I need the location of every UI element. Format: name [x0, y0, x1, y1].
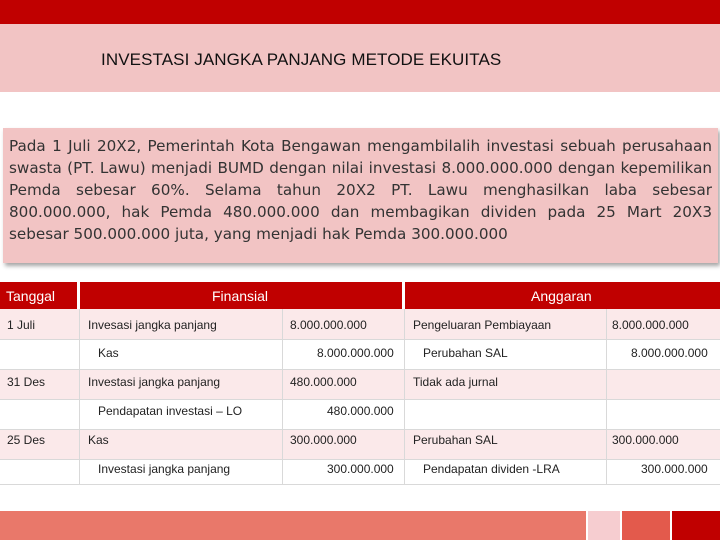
- decor-square: [622, 511, 670, 540]
- cell-fin-account: Investasi jangka panjang: [98, 462, 231, 476]
- slide-title: INVESTASI JANGKA PANJANG METODE EKUITAS: [101, 50, 502, 69]
- cell-fin-account: Investasi jangka panjang: [88, 375, 221, 389]
- header-anggaran: [405, 282, 720, 309]
- cell-date: 31 Des: [7, 375, 46, 389]
- cell-ang-credit: 300.000.000: [641, 462, 708, 476]
- col-divider: [282, 309, 283, 485]
- header-anggaran-label: Anggaran: [531, 288, 592, 304]
- cell-ang-debit: 8.000.000.000: [612, 318, 689, 332]
- cell-ang-account: Perubahan SAL: [423, 346, 508, 360]
- header-finansial-label: Finansial: [212, 288, 269, 304]
- cell-ang-account: Tidak ada jurnal: [413, 375, 498, 389]
- cell-fin-debit: 8.000.000.000: [290, 318, 367, 332]
- cell-fin-account: Invesasi jangka panjang: [88, 318, 217, 332]
- decor-square: [588, 511, 620, 540]
- header-tanggal-label: Tanggal: [6, 288, 56, 304]
- cell-fin-credit: 480.000.000: [327, 404, 394, 418]
- cell-fin-account: Kas: [98, 346, 119, 360]
- cell-date: 1 Juli: [7, 318, 36, 332]
- cell-fin-account: Pendapatan investasi – LO: [98, 404, 243, 418]
- row-divider: [0, 339, 720, 340]
- cell-ang-account: Pengeluaran Pembiayaan: [413, 318, 552, 332]
- col-divider: [404, 309, 405, 485]
- top-accent-bar: [0, 0, 720, 24]
- row-divider: [0, 399, 720, 400]
- cell-ang-account: Pendapatan dividen -LRA: [423, 462, 560, 476]
- bottom-accent-bar: [0, 511, 586, 540]
- cell-fin-debit: 300.000.000: [290, 433, 357, 447]
- cell-date: 25 Des: [7, 433, 46, 447]
- header-finansial: [80, 282, 402, 309]
- col-divider: [79, 309, 80, 485]
- cell-fin-account: Kas: [88, 433, 109, 447]
- cell-fin-credit: 8.000.000.000: [317, 346, 394, 360]
- row-divider: [0, 369, 720, 370]
- cell-fin-credit: 300.000.000: [327, 462, 394, 476]
- decor-square: [672, 511, 720, 540]
- row-divider: [0, 459, 720, 460]
- cell-ang-account: Perubahan SAL: [413, 433, 498, 447]
- header-tanggal: [0, 282, 77, 309]
- row-divider: [0, 429, 720, 430]
- intro-box: [3, 128, 718, 263]
- row-divider: [0, 484, 720, 485]
- cell-ang-credit: 8.000.000.000: [631, 346, 708, 360]
- intro-text: Pada 1 Juli 20X2, Pemerintah Kota Bengawan mengambilalih investasi sebuah perusahaan swasta (PT. Lawu) menjadi BUMD dengan nilai investasi 8.000.000.000 dengan kepemilikan Pemda sebesar 60%. Selama tahun 20X2 PT. Lawu menghasilkan laba sebesar 800.000.000, hak Pemda 480.000.000 dan membagikan dividen pada 25 Mart 20X3 sebesar 500.000.000 juta, yang menjadi hak Pemda 300.000.000: [9, 137, 712, 243]
- cell-ang-debit: 300.000.000: [612, 433, 679, 447]
- cell-fin-debit: 480.000.000: [290, 375, 357, 389]
- col-divider: [606, 309, 607, 485]
- title-band: [0, 24, 720, 92]
- journal-table: [0, 278, 720, 485]
